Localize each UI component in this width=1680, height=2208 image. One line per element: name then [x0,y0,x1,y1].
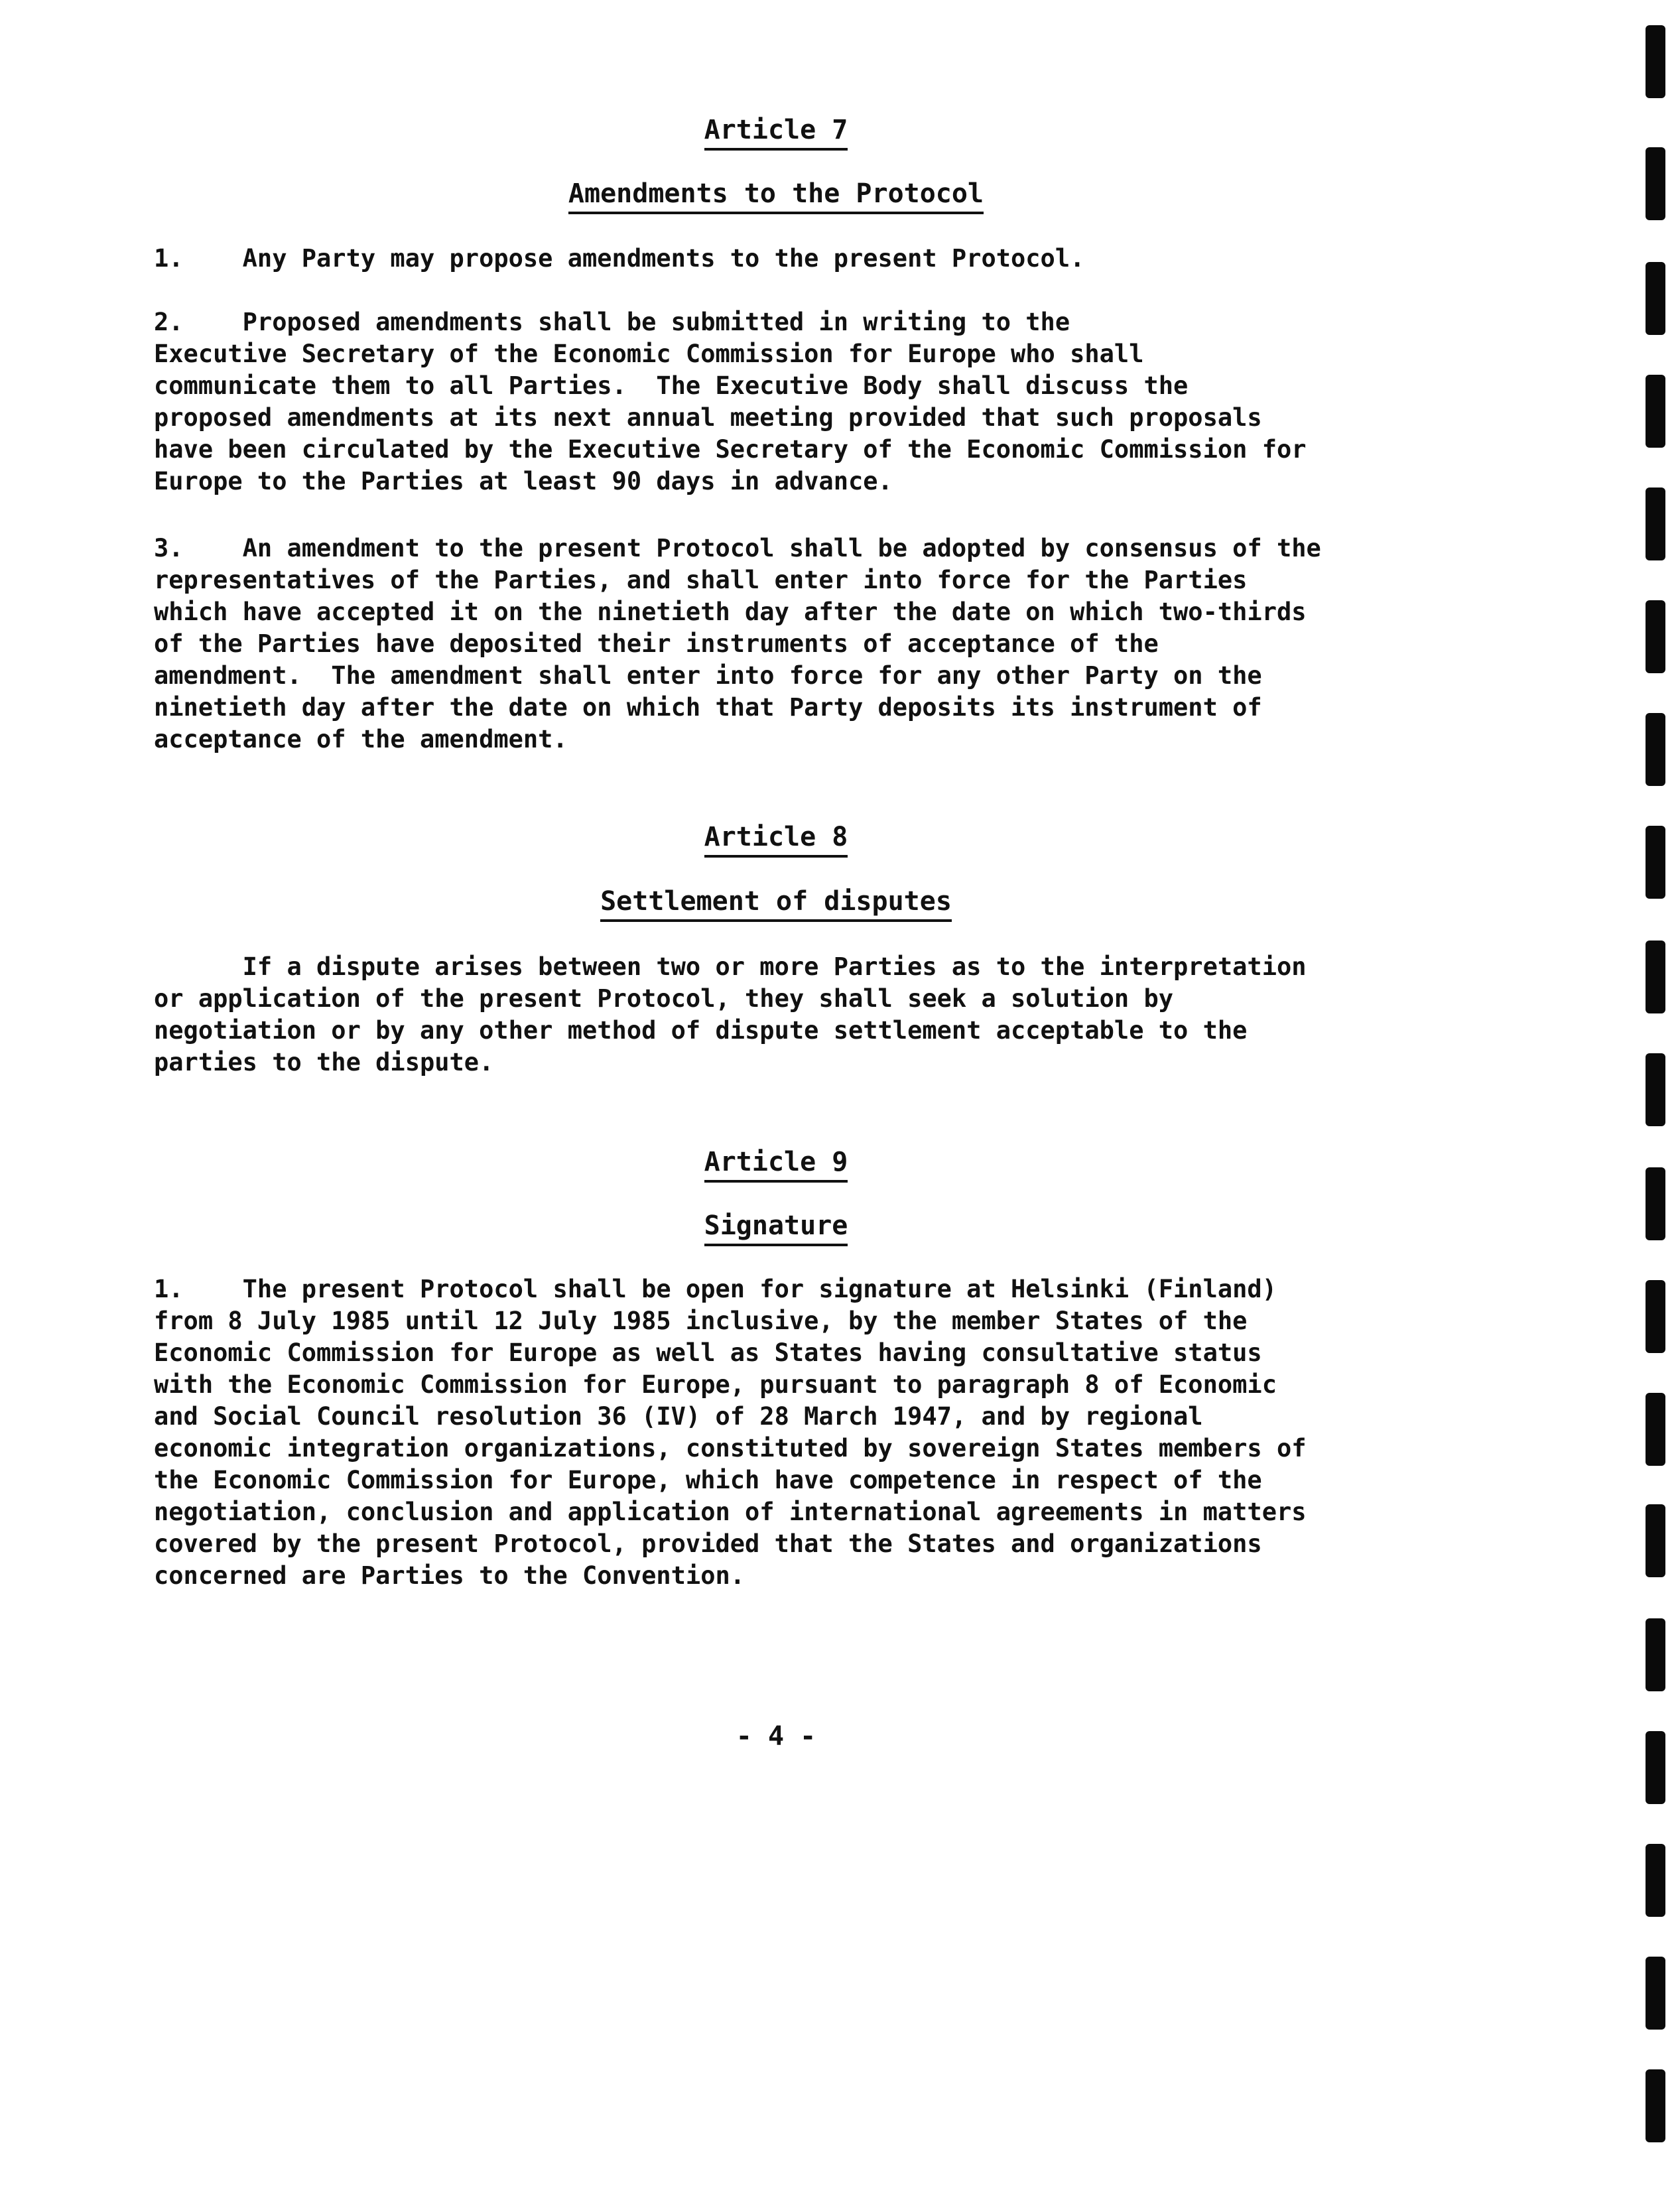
binder-mark [1646,1731,1665,1804]
text-line: economic integration organizations, constituted by sovereign States members of [154,1434,1307,1462]
binder-mark [1646,1504,1665,1577]
text-line: negotiation or by any other method of dispute settlement acceptable to the [154,1016,1248,1045]
text-line: proposed amendments at its next annual meeting provided that such proposals [154,403,1262,432]
binder-mark [1646,262,1665,335]
article-9-title [0,1210,1552,1242]
text-line: negotiation, conclusion and application of international agreements in matters [154,1498,1307,1526]
text-line: 3. An amendment to the present Protocol shall be adopted by consensus of the [154,534,1321,562]
text-line: of the Parties have deposited their instruments of acceptance of the [154,629,1159,658]
text-line: Europe to the Parties at least 90 days in advance. [154,467,893,495]
article-9-number [0,1146,1552,1178]
text-line: 1. The present Protocol shall be open for signature at Helsinki (Finland) [154,1275,1277,1303]
text-line: from 8 July 1985 until 12 July 1985 inclusive, by the member States of the [154,1307,1248,1335]
page-number: - 4 - [736,1721,816,1752]
binder-mark [1646,600,1665,673]
binder-mark [1646,1053,1665,1126]
text-line: parties to the dispute. [154,1048,494,1076]
article-8-number-text: Article 8 [704,822,848,858]
binder-mark [1646,487,1665,560]
text-line: communicate them to all Parties. The Executive Body shall discuss the [154,371,1189,400]
text-line: which have accepted it on the ninetieth day after the date on which two-thirds [154,598,1307,626]
binder-mark [1646,147,1665,220]
text-line: 1. Any Party may propose amendments to the present Protocol. [154,244,1085,273]
article-9-title-text: Signature [704,1210,848,1246]
text-line: concerned are Parties to the Convention. [154,1561,745,1590]
text-line: have been circulated by the Executive Secretary of the Economic Commission for [154,435,1307,464]
article-9-number-text: Article 9 [704,1147,848,1183]
article-8-number [0,821,1552,853]
article-9-paragraph-1 [154,1273,1414,1592]
text-line: the Economic Commission for Europe, which have competence in respect of the [154,1466,1262,1494]
binder-mark [1646,1957,1665,2030]
binder-mark [1646,375,1665,448]
text-line: acceptance of the amendment. [154,725,568,753]
article-7-paragraph-2 [154,306,1414,497]
text-line: 2. Proposed amendments shall be submitted in writing to the [154,308,1070,336]
article-7-title [0,178,1552,210]
text-line: Executive Secretary of the Economic Commission for Europe who shall [154,340,1144,368]
article-7-number [0,114,1552,146]
text-line: Economic Commission for Europe as well as States having consultative status [154,1338,1262,1367]
article-8-paragraph [154,951,1414,1078]
article-7-paragraph-3 [154,533,1414,755]
binder-mark [1646,1618,1665,1691]
text-line: If a dispute arises between two or more Parties as to the interpretation [154,952,1307,981]
binder-mark [1646,1280,1665,1353]
text-line: with the Economic Commission for Europe, pursuant to paragraph 8 of Economic [154,1370,1277,1399]
binder-mark [1646,1393,1665,1466]
binder-mark [1646,713,1665,786]
binder-mark [1646,2069,1665,2142]
article-7-paragraph-1 [154,243,1414,275]
binder-mark [1646,826,1665,899]
text-line: or application of the present Protocol, they shall seek a solution by [154,984,1174,1013]
article-8-title-text: Settlement of disputes [600,886,952,922]
article-7-number-text: Article 7 [704,115,848,151]
article-7-title-text: Amendments to the Protocol [568,178,984,214]
text-line: ninetieth day after the date on which that Party deposits its instrument of [154,693,1262,722]
binder-mark [1646,1167,1665,1240]
text-line: amendment. The amendment shall enter into force for any other Party on the [154,661,1262,690]
binder-mark [1646,941,1665,1013]
text-line: covered by the present Protocol, provided that the States and organizations [154,1529,1262,1558]
article-8-title [0,885,1552,917]
text-line: and Social Council resolution 36 (IV) of 28 March 1947, and by regional [154,1402,1203,1431]
text-line: representatives of the Parties, and shall enter into force for the Parties [154,566,1248,594]
binder-marks [1627,0,1680,2208]
binder-mark [1646,25,1665,98]
binder-mark [1646,1844,1665,1917]
